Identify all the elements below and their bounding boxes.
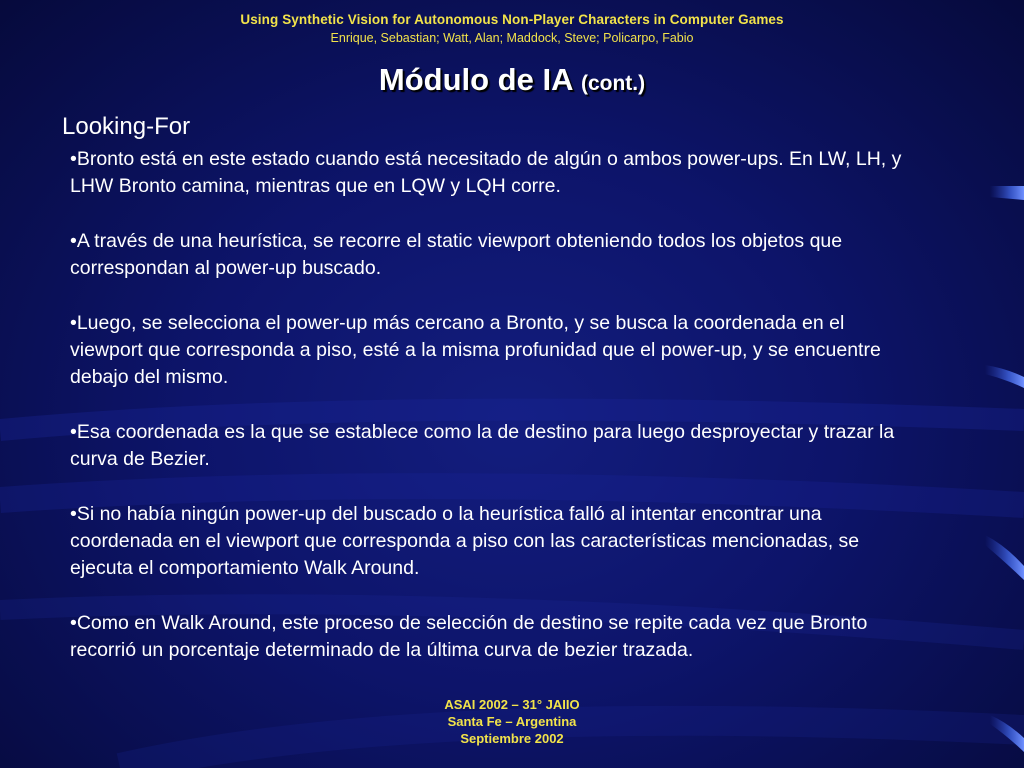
slide-title — [0, 62, 1024, 98]
edge-stripe — [985, 365, 1024, 388]
bullet-item: •Esa coordenada es la que se establece como la de destino para luego desproyectar y trazar la curva de Bezier. — [70, 420, 895, 471]
bullet-item: •Si no había ningún power-up del buscado o la heurística falló al intentar encontrar una coordenada en el viewport que corresponda a piso con las características mencionadas, se ejecuta el comportamiento Walk Around. — [70, 502, 860, 580]
edge-stripe — [990, 186, 1024, 200]
bullet-item: •Luego, se selecciona el power-up más cercano a Bronto, y se busca la coordenada en el viewport que corresponda a piso, esté a la misma profunidad que el power-up, y se encuentre debajo del mismo. — [70, 311, 881, 389]
edge-stripe — [985, 535, 1024, 580]
slide-title-sub: (cont.) — [580, 72, 646, 95]
slide-title-main: Módulo de IA — [378, 62, 573, 97]
bullet-list — [70, 146, 920, 665]
presentation-title: Using Synthetic Vision for Autonomous Non-Player Characters in Computer Games — [240, 12, 784, 27]
bullet-item: •Como en Walk Around, este proceso de selección de destino se repite cada vez que Bronto recorrió un porcentaje determinado de la última curva de bezier trazada. — [70, 612, 868, 662]
footer — [0, 696, 1024, 747]
presentation-authors: Enrique, Sebastian; Watt, Alan; Maddock, Steve; Policarpo, Fabio — [330, 31, 694, 45]
bullet-item: •A través de una heurística, se recorre el static viewport obteniendo todos los objetos que correspondan al power-up buscado. — [70, 229, 843, 280]
bullet-item: •Bronto está en este estado cuando está necesitado de algún o ambos power-ups. En LW, LH, y LHW Bronto camina, mientras que en LQW y LQH corre. — [70, 148, 902, 198]
footer-location: Santa Fe – Argentina — [447, 714, 577, 729]
footer-date: Septiembre 2002 — [460, 731, 564, 746]
footer-conference: ASAI 2002 – 31° JAIIO — [444, 697, 580, 712]
section-heading: Looking-For — [62, 113, 191, 140]
